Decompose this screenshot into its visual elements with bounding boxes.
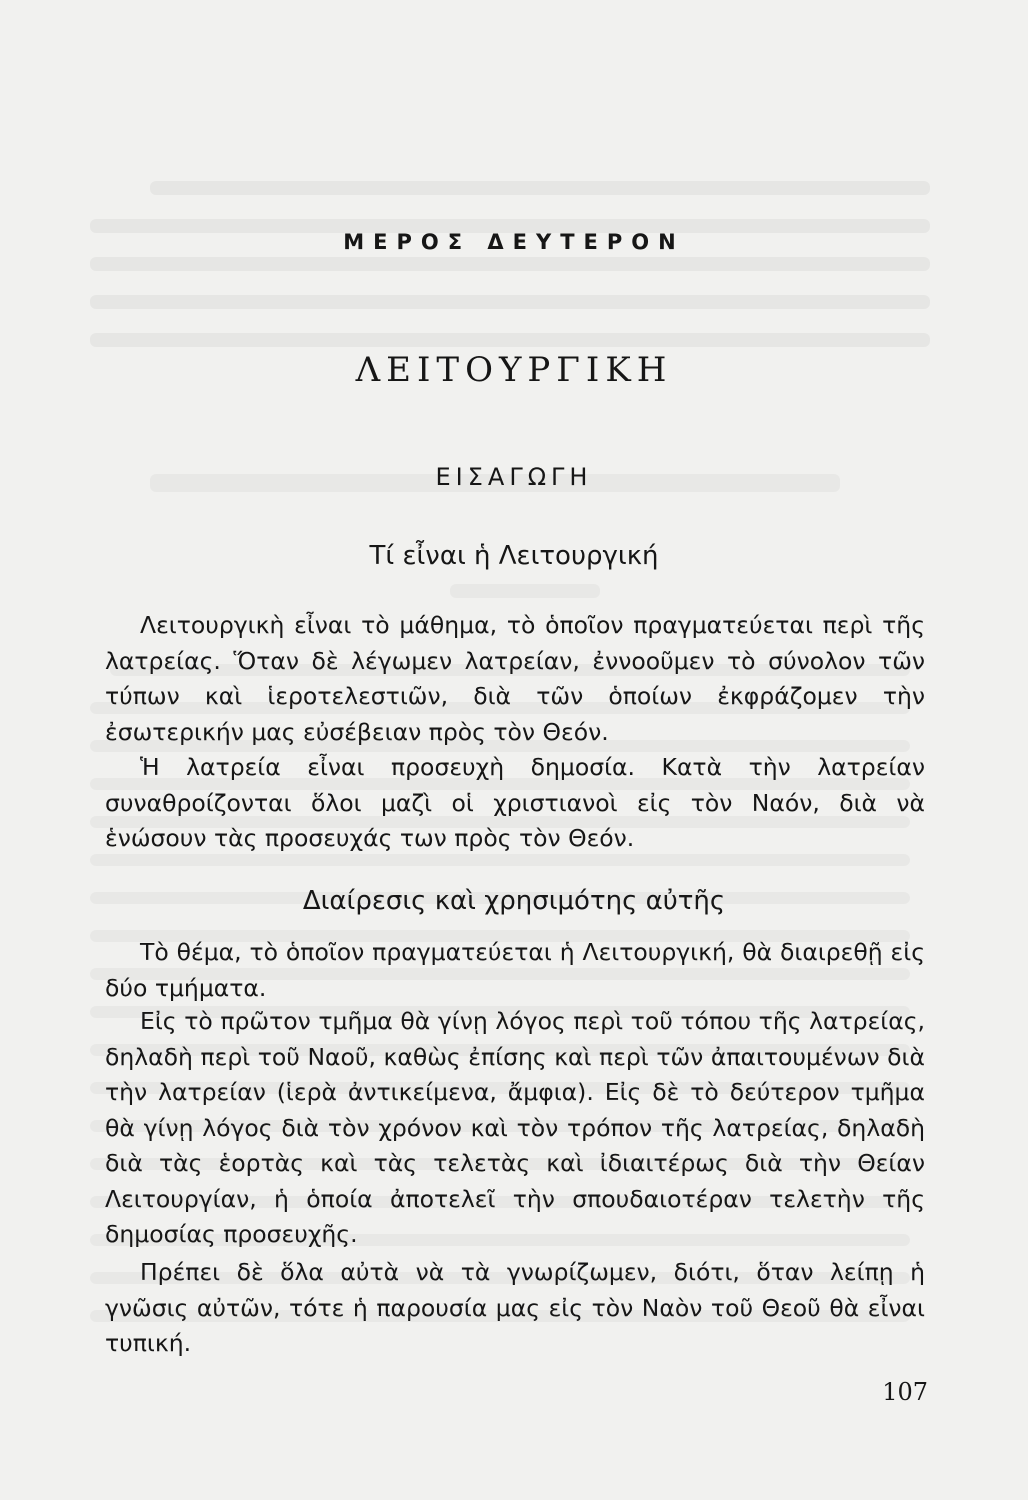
page-number: 107 [882, 1378, 928, 1406]
chapter-subtitle: ΕΙΣΑΓΩΓΗ [435, 463, 593, 491]
paragraph-definition: Λειτουργικὴ εἶναι τὸ μάθημα, τὸ ὁποῖον πραγματεύεται περὶ τῆς λατρείας. Ὅταν δὲ λέγωμεν λατρείαν, ἐννοοῦμεν τὸ σύνολον τῶν τύπων καὶ ἱεροτελεστιῶν, διὰ τῶν ὁποίων ἐκφράζομεν τὴν ἐσωτερικήν μας εὐσέβειαν πρὸς τὸν Θεόν. [105, 611, 925, 746]
chapter-title: ΛΕΙΤΟΥΡΓΙΚΗ [355, 350, 673, 390]
paragraph-importance: Πρέπει δὲ ὅλα αὐτὰ νὰ τὰ γνωρίζωμεν, διότι, ὅταν λείπῃ ἡ γνῶσις αὐτῶν, τότε ἡ παρουσία μας εἰς τὸν Ναὸν τοῦ Θεοῦ θὰ εἶναι τυπική. [105, 1258, 925, 1357]
bleed-through-texture [70, 95, 950, 355]
paragraph-worship: Ἡ λατρεία εἶναι προσευχὴ δημοσία. Κατὰ τὴν λατρείαν συναθροίζονται ὅλοι μαζὶ οἱ χριστιανοὶ εἰς τὸν Ναόν, διὰ νὰ ἑνώσουν τὰς προσευχάς των πρὸς τὸν Θεόν. [105, 753, 925, 852]
paragraph-two-parts: Εἰς τὸ πρῶτον τμῆμα θὰ γίνῃ λόγος περὶ τοῦ τόπου τῆς λατρείας, δηλαδὴ περὶ τοῦ Ναοῦ, καθὼς ἐπίσης καὶ περὶ τῶν ἀπαιτουμένων διὰ τὴν λατρείαν (ἱερὰ ἀντικείμενα, ἄμφια). Εἰς δὲ τὸ δεύτερον τμῆμα θὰ γίνῃ λόγος διὰ τὸν χρόνον καὶ τὸν τρόπον τῆς λατρείας, δηλαδὴ διὰ τὰς ἑορτὰς καὶ τὰς τελετὰς καὶ ἰδιαιτέρως διὰ τὴν Θείαν Λειτουργίαν, ἡ ὁποία ἀποτελεῖ τὴν σπουδαιοτέραν τελετὴν τῆς δημοσίας προσευχῆς. [105, 1007, 925, 1248]
part-title: ΜΕΡΟΣ ΔΕΥΤΕΡΟΝ [343, 230, 685, 254]
bleed-through-lines [70, 169, 950, 355]
paragraph-topic-division: Τὸ θέμα, τὸ ὁποῖον πραγματεύεται ἡ Λειτουργική, θὰ διαιρεθῇ εἰς δύο τμήματα. [105, 938, 925, 1002]
section-heading-division: Διαίρεσις καὶ χρησιμότης αὐτῆς [302, 886, 726, 916]
section-heading-what-is: Τί εἶναι ἡ Λειτουργική [369, 541, 659, 571]
